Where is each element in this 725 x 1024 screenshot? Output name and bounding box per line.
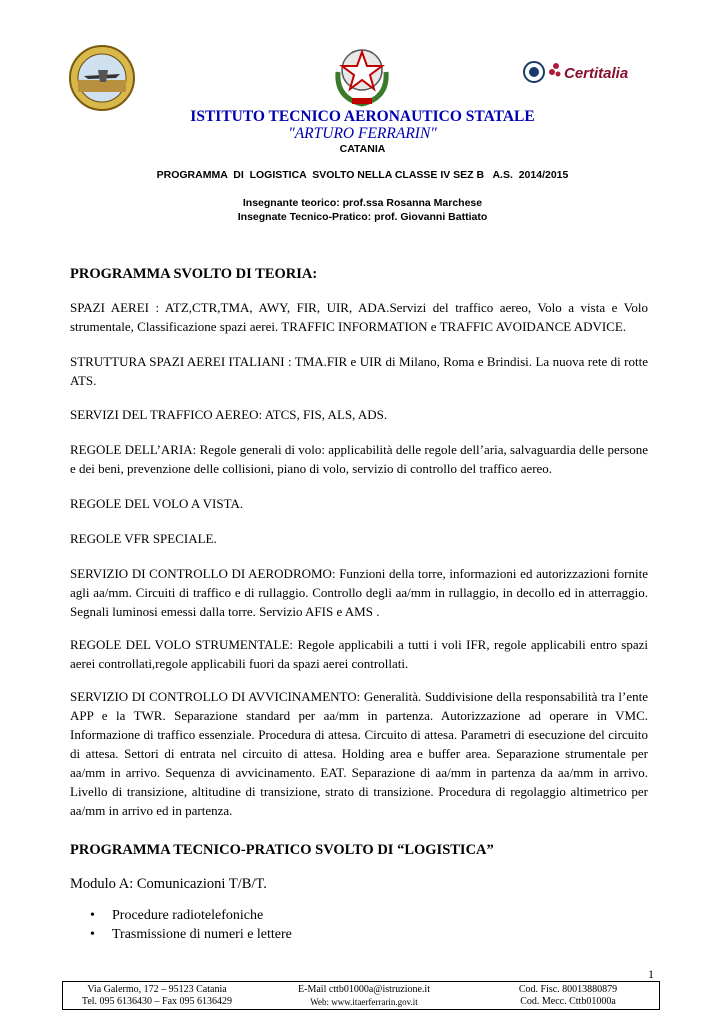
school-logo <box>68 44 136 112</box>
paragraph-struttura: STRUTTURA SPAZI AEREI ITALIANI : TMA.FIR e UIR di Milano, Roma e Brindisi. La nuova rete di rotte ATS. <box>70 354 648 388</box>
paragraph-volo-vista: REGOLE DEL VOLO A VISTA. <box>70 496 244 511</box>
paragraph-volo-strumentale: REGOLE DEL VOLO STRUMENTALE: Regole applicabili a tutti i voli IFR, regole applicabili entro spazi aerei controllati,regole applicabili fuori da spazi aerei controllati. <box>70 637 648 671</box>
list-item: • Trasmissione di numeri e lettere <box>90 927 292 942</box>
practice-teacher: Insegnate Tecnico-Pratico: prof. Giovanni Battiato <box>237 211 488 223</box>
italian-emblem <box>330 42 394 108</box>
paragraph-servizi: SERVIZI DEL TRAFFICO AEREO: ATCS, FIS, ALS, ADS. <box>70 407 388 422</box>
footer-address: Via Galermo, 172 – 95123 Catania <box>87 984 227 995</box>
bullet-icon: • <box>90 908 95 923</box>
paragraph-avvicinamento: SERVIZIO DI CONTROLLO DI AVVICINAMENTO: Generalità. Suddivisione della responsabilità tra l’ente APP e la TWR. Separazione standard per aa/mm in partenza. Autorizzazione ad operare in VMC. Informazione di traffico essenziale. Procedura di attesa. Circuito di attesa. Parametri di esecuzione del circuito di attesa. Settori di entrata nel circuito di attesa. Holding area e buffer area. Separazione strumentale per aa/mm in arrivo. Sequenza di avvicinamento. EAT. Separazione di aa/mm in partenza da aa/mm in arrivo. Livello di transizione, altitudine di transizione, strato di transizione. Procedura di regolaggio altimetrico per aa/mm in arrivo ed in partenza. <box>70 689 648 818</box>
theory-section-title: PROGRAMMA SVOLTO DI TEORIA: <box>70 266 318 282</box>
programme-title: PROGRAMMA DI LOGISTICA SVOLTO NELLA CLASSE IV SEZ B A.S. 2014/2015 <box>156 169 569 181</box>
institute-city: CATANIA <box>339 143 386 155</box>
paragraph-aerodromo: SERVIZIO DI CONTROLLO DI AERODROMO: Funzioni della torre, informazioni ed autorizzazioni fornite agli aa/mm. Circuiti di traffico e di rullaggio. Controllo degli aa/mm in rullaggio, in decollo ed in atterraggio. Segnali luminosi emessi dalla torre. Servizio AFIS e AMS . <box>70 566 648 619</box>
paragraph-vfr-speciale: REGOLE VFR SPECIALE. <box>70 531 217 546</box>
footer-phone: Tel. 095 6136430 – Fax 095 6136429 <box>81 996 233 1007</box>
theory-teacher: Insegnante teorico: prof.ssa Rosanna Marchese <box>242 197 483 209</box>
paragraph-spazi-aerei: SPAZI AEREI : ATZ,CTR,TMA, AWY, FIR, UIR, ADA.Servizi del traffico aereo, Volo a vista e Volo strumentale, Classificazione spazi aerei. TRAFFIC INFORMATION e TRAFFIC AVOIDANCE ADVICE. <box>70 300 648 334</box>
module-title: Modulo A: Comunicazioni T/B/T. <box>70 876 267 892</box>
certitalia-logo <box>522 58 654 92</box>
page-number: 1 <box>648 967 654 981</box>
footer-email: E-Mail cttb01000a@istruzione.it <box>298 984 430 995</box>
institute-title: ISTITUTO TECNICO AERONAUTICO STATALE <box>190 108 535 125</box>
footer-fiscal-code: Cod. Fisc. 80013880879 <box>518 984 618 995</box>
practice-section-title: PROGRAMMA TECNICO-PRATICO SVOLTO DI “LOGISTICA” <box>70 842 494 858</box>
footer-web: Web: www.itaerferrarin.gov.it <box>310 997 418 1007</box>
institute-name: "ARTURO FERRARIN" <box>288 125 437 142</box>
bullet-icon: • <box>90 927 95 942</box>
paragraph-regole-aria: REGOLE DELL’ARIA: Regole generali di volo: applicabilità delle regole dell’aria, salvaguardia delle persone e dei beni, prevenzione delle collisioni, piano di volo, servizio di controllo del traffico aereo. <box>70 442 648 476</box>
footer-mecc-code: Cod. Mecc. Cttb01000a <box>520 996 616 1007</box>
list-item: • Procedure radiotelefoniche <box>90 908 264 923</box>
footer-box <box>62 981 660 1010</box>
certitalia-logo-text: Certitalia <box>564 65 629 82</box>
